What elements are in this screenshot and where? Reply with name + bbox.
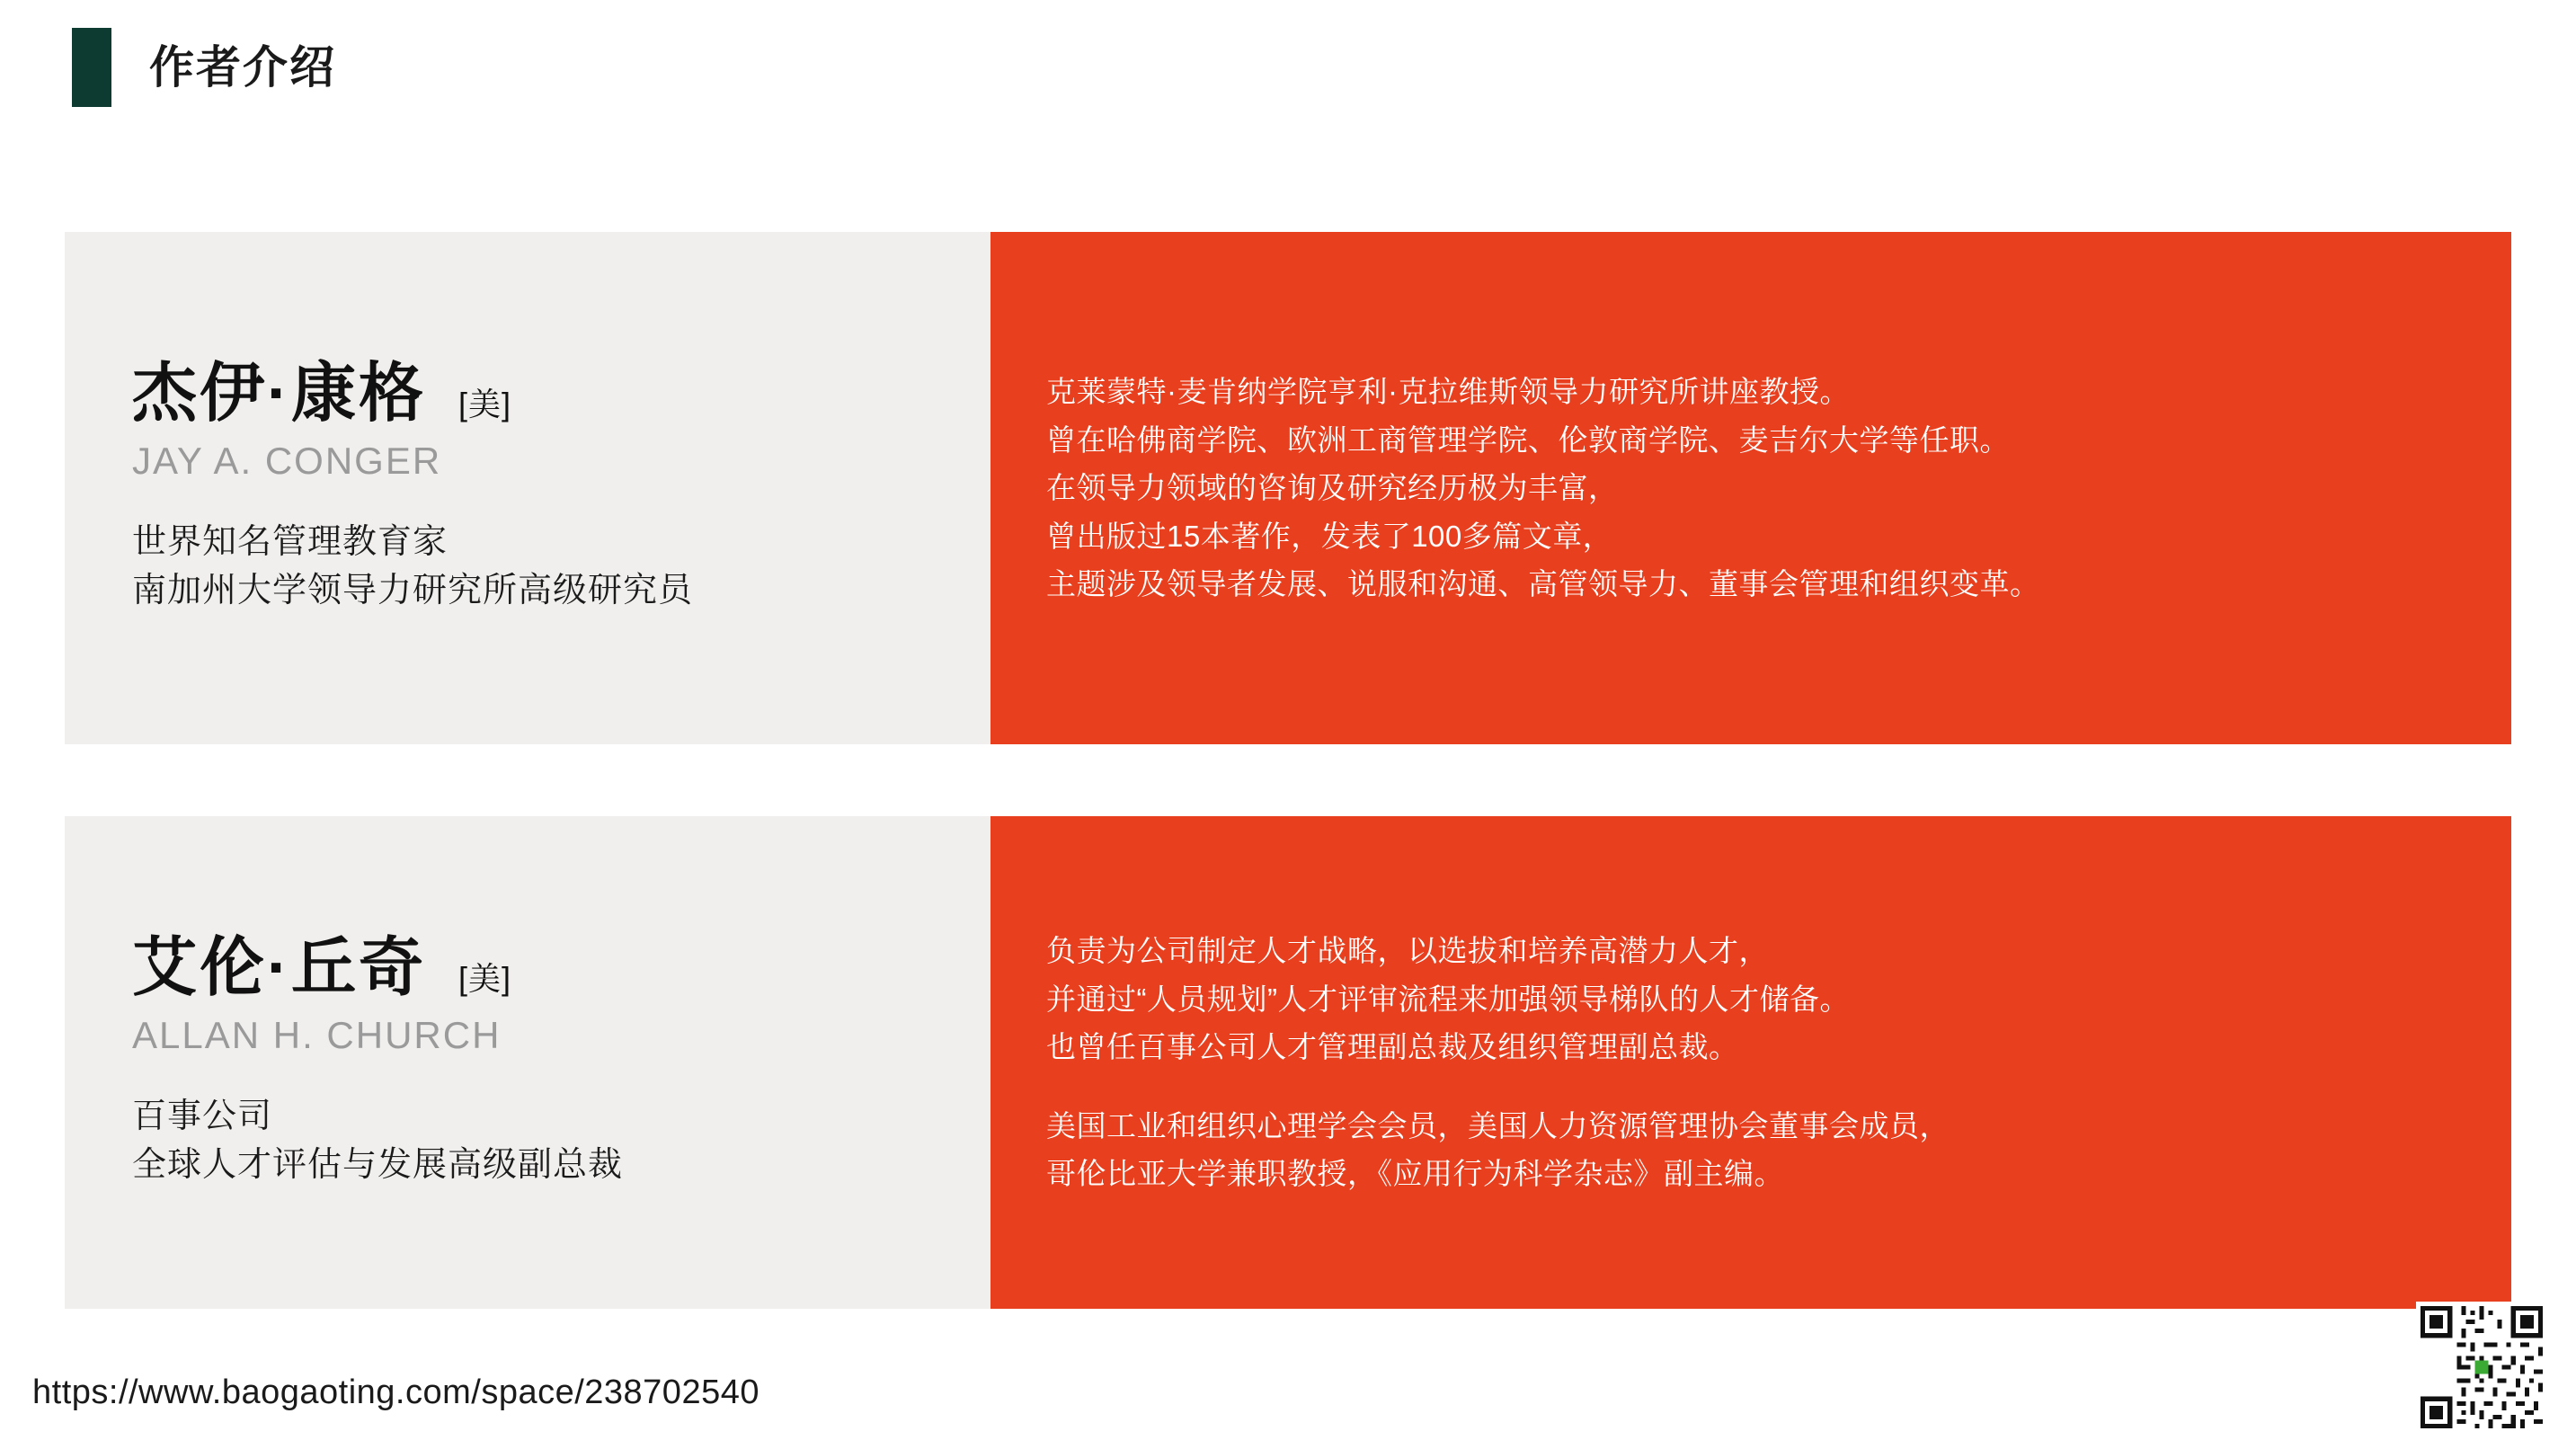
author-bio-line: 也曾任百事公司人才管理副总裁及组织管理副总裁。 bbox=[1046, 1030, 1739, 1064]
author-title-line: 世界知名管理教育家 bbox=[132, 522, 449, 561]
author-country-tag: [美] bbox=[457, 960, 511, 998]
author-bio-line: 曾在哈佛商学院、欧洲工商管理学院、伦敦商学院、麦吉尔大学等任职。 bbox=[1046, 422, 2010, 457]
author-country-tag: [美] bbox=[457, 386, 511, 423]
author-title-block bbox=[132, 1093, 990, 1190]
page-header bbox=[0, 27, 336, 108]
author-card bbox=[65, 232, 2511, 744]
qr-code-graphic bbox=[2416, 1302, 2547, 1433]
author-bio-panel bbox=[990, 232, 2511, 744]
author-title-line: 全球人才评估与发展高级副总裁 bbox=[132, 1145, 624, 1184]
author-bio-line: 主题涉及领导者发展、说服和沟通、高管领导力、董事会管理和组织变革。 bbox=[1046, 567, 2040, 601]
author-bio-line: 曾出版过15本著作，发表了100多篇文章， bbox=[1046, 519, 1613, 553]
author-bio-line: 并通过“人员规划”人才评审流程来加强领导梯队的人才储备。 bbox=[1046, 982, 1850, 1016]
author-name-cn: 杰伊·康格 bbox=[132, 358, 426, 431]
author-title-block bbox=[132, 519, 990, 616]
author-title-line: 南加州大学领导力研究所高级研究员 bbox=[132, 571, 694, 609]
source-url[interactable]: https://www.baogaoting.com/space/238702540 bbox=[32, 1373, 759, 1411]
qr-code-icon[interactable] bbox=[2416, 1302, 2547, 1433]
header-accent-bar bbox=[72, 28, 111, 107]
author-bio-line: 哥伦比亚大学兼职教授，《应用行为科学杂志》副主编。 bbox=[1046, 1157, 1784, 1191]
page-title: 作者介绍 bbox=[149, 42, 336, 93]
author-bio-line: 美国工业和组织心理学会会员，美国人力资源管理协会董事会成员， bbox=[1046, 1108, 1950, 1142]
author-name-row bbox=[132, 360, 990, 429]
author-name-cn: 艾伦·丘奇 bbox=[132, 932, 426, 1005]
author-name-en: JAY A. CONGER bbox=[132, 439, 442, 482]
author-name-row bbox=[132, 932, 990, 1005]
author-title-line: 百事公司 bbox=[132, 1097, 273, 1135]
bio-paragraph-gap bbox=[1046, 1071, 2475, 1102]
author-bio-line: 在领导力领域的咨询及研究经历极为丰富， bbox=[1046, 471, 1619, 505]
author-identity-panel bbox=[65, 816, 990, 1309]
author-bio-panel bbox=[990, 816, 2511, 1309]
author-name-en: ALLAN H. CHURCH bbox=[132, 1013, 502, 1056]
author-identity-panel bbox=[65, 232, 990, 744]
author-bio-line: 克莱蒙特·麦肯纳学院亨利·克拉维斯领导力研究所讲座教授。 bbox=[1046, 375, 1850, 409]
author-bio-line: 负责为公司制定人才战略，以选拔和培养高潜力人才， bbox=[1046, 934, 1769, 968]
author-card bbox=[65, 816, 2511, 1309]
